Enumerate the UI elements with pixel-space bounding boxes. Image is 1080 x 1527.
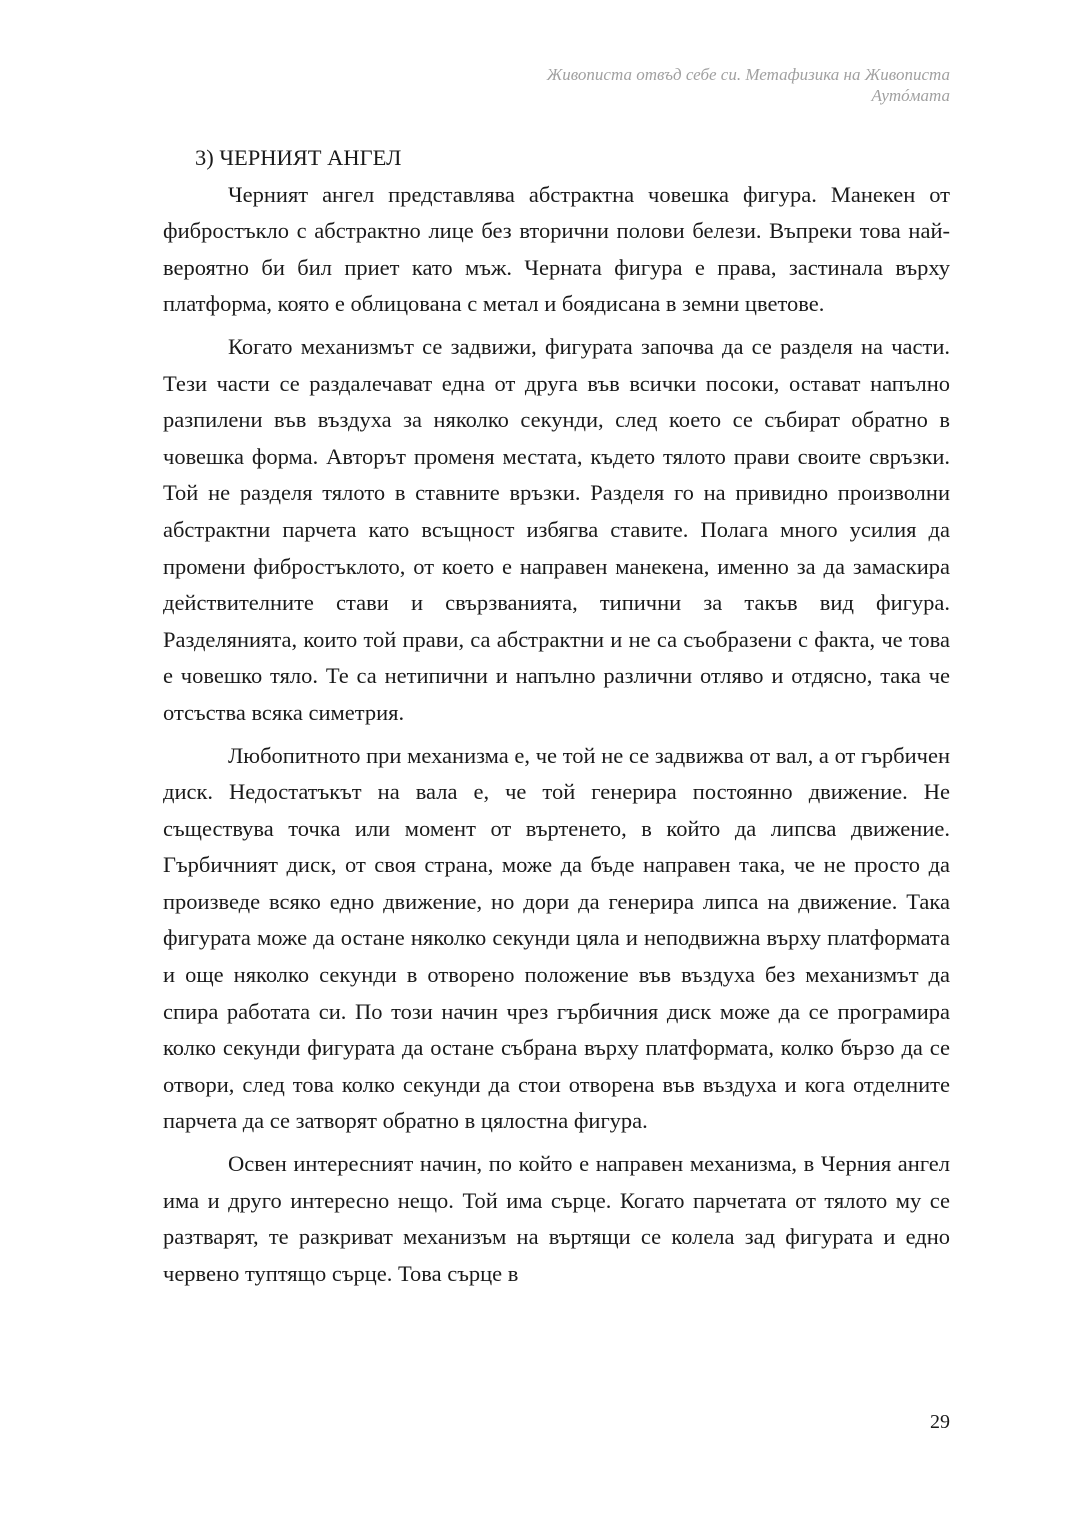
running-header xyxy=(547,64,950,106)
running-header-title: Живописта отвъд себе си. Метафизика на Живописта xyxy=(546,65,950,84)
paragraph-3: Любопитното при механизма е, че той не се задвижва от вал, а от гърбичен диск. Недостатъкът на вала е, че той генерира постоянно движение. Не съществува точка или момент от въртенето, в който да липсва движение. Гърбичният диск, от своя страна, може да бъде направен така, че не просто да произведе всяко едно движение, но дори да генерира липса на движение. Така фигурата може да остане няколко секунди цяла и неподвижна върху платформата и още няколко секунди в отворено положение във въздуха без механизмът да спира работата си. По този начин чрез гърбичния диск може да се програмира колко секунди фигурата да остане събрана върху платформата, колко бързо да се отвори, след това колко секунди да стои отворена във въздуха и кога отделните парчета да се затворят обратно в цялостна фигура. xyxy=(163,742,950,1134)
section-heading: 3) ЧЕРНИЯТ АНГЕЛ xyxy=(195,145,402,170)
running-header-subtitle: Аутóмата xyxy=(871,86,950,105)
paragraph-2: Когато механизмът се задвижи, фигурата започва да се разделя на части. Тези части се раздалечават една от друга във всички посоки, остават напълно разпилени във въздуха за няколко секунди, след което се събират обратно в човешка форма. Авторът променя местата, където тялото прави своите свръзки. Той не разделя тялото в ставните връзки. Разделя го на привидно произволни абстрактни парчета като всъщност избягва ставите. Полага много усилия да промени фибростъклото, от което е направен манекена, именно за да замаскира действителните стави и свързванията, типични за такъв вид фигура. Разделянията, които той прави, са абстрактни и не са съобразени с факта, че това е човешко тяло. Те са нетипични и напълно различни отляво и отдясно, така че отсъства всяка симетрия. xyxy=(163,333,950,725)
paragraph-1: Черният ангел представлява абстрактна човешка фигура. Манекен от фибростъкло с абстрактно лице без вторични полови белези. Въпреки това най-вероятно би бил приет като мъж. Черната фигура е права, застинала върху платформа, която е облицована с метал и боядисана в земни цветове. xyxy=(163,181,950,317)
paragraph-4: Освен интересният начин, по който е направен механизма, в Черния ангел има и друго интересно нещо. Той има сърце. Когато парчетата от тялото му се разтварят, те разкриват механизъм на въртящи се колела зад фигурата и едно червено туптящо сърце. Това сърце в xyxy=(163,1151,950,1286)
page-body xyxy=(163,140,950,1292)
page-number: 29 xyxy=(930,1411,950,1433)
